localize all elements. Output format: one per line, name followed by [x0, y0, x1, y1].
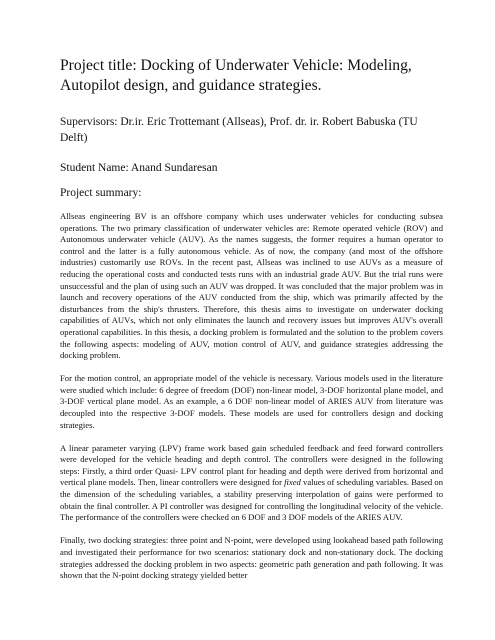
- summary-paragraph-2: For the motion control, an appropriate model of the vehicle is necessary. Various models used in the literature were studied which include: 6 degree of freedom (DOF) non-linear model, 3-DOF horizontal plane model, and 3-DOF vertical plane model. As an example, a 6 DOF non-linear model of ARIES AUV from literature was decoupled into the respective 3-DOF models. These models are used for controllers design and docking strategies.: [60, 373, 443, 430]
- paragraph-3-text-start: A linear parameter varying (LPV) frame work based gain scheduled feedback and feed forward controllers were developed for the vehicle heading and depth control. The controllers were designed in the following steps: Firstly, a third order Quasi- LPV control plant for heading and depth were derived from horizontal and vertical plane models. Then, linear controllers were designed for: [60, 442, 443, 488]
- summary-paragraph-1: Allseas engineering BV is an offshore company which uses underwater vehicles for conducting subsea operations. The two primary classification of underwater vehicles are: Remote operated vehicle (ROV) and Autonomous underwater vehicle (AUV). As the names suggests, the former requires a human operator to control and the latter is a fully autonomous vehicle. As of now, the company (and most of the offshore industries) customarily use ROVs. In the recent past, Allseas was inclined to use AUVs as a measure of reducing the operational costs and conducted tests runs with an industrial grade AUV. But the trial runs were unsuccessful and the plan of using such an AUV was dropped. It was concluded that the major problem was in launch and recovery operations of the AUV conducted from the ship, which was primarily affected by the disturbances from the ship's thrusters. Therefore, this thesis aims to investigate on underwater docking capabilities of AUVs, which not only eliminates the launch and recovery issues but improves AUV's overall operational capabilities. In this thesis, a docking problem is formulated and the solution to the problem covers the following aspects: modeling of AUV, motion control of AUV, and guidance strategies addressing the docking problem.: [60, 211, 443, 361]
- summary-paragraph-4: Finally, two docking strategies: three point and N-point, were developed using lookahead based path following and investigated their performance for two scenarios: stationary dock and non-stationary dock. The docking strategies addressed the docking problem in two aspects: geometric path generation and path following. It was shown that the N-point docking strategy yielded better: [60, 535, 443, 581]
- supervisors-line: Supervisors: Dr.ir. Eric Trottemant (Allseas), Prof. dr. ir. Robert Babuska (TU Delft): [60, 116, 418, 144]
- project-title: Project title: Docking of Underwater Vehicle: Modeling, Autopilot design, and guidance strategies.: [60, 57, 412, 94]
- summary-heading: Project summary:: [60, 187, 142, 199]
- paragraph-3-emphasis: fixed: [284, 477, 301, 488]
- paragraph-3-text-end: values of scheduling variables. Based on the dimension of the scheduling variables, a stability preserving interpolation of gains were performed to obtain the final controller. A PI controller was designed for controlling the longitudinal velocity of the vehicle. The performance of the controllers were checked on 6 DOF and 3 DOF models of the ARIES AUV.: [60, 477, 443, 523]
- student-name: Student Name: Anand Sundaresan: [60, 162, 218, 174]
- summary-paragraph-3: [60, 443, 443, 524]
- document-page: [60, 56, 443, 593]
